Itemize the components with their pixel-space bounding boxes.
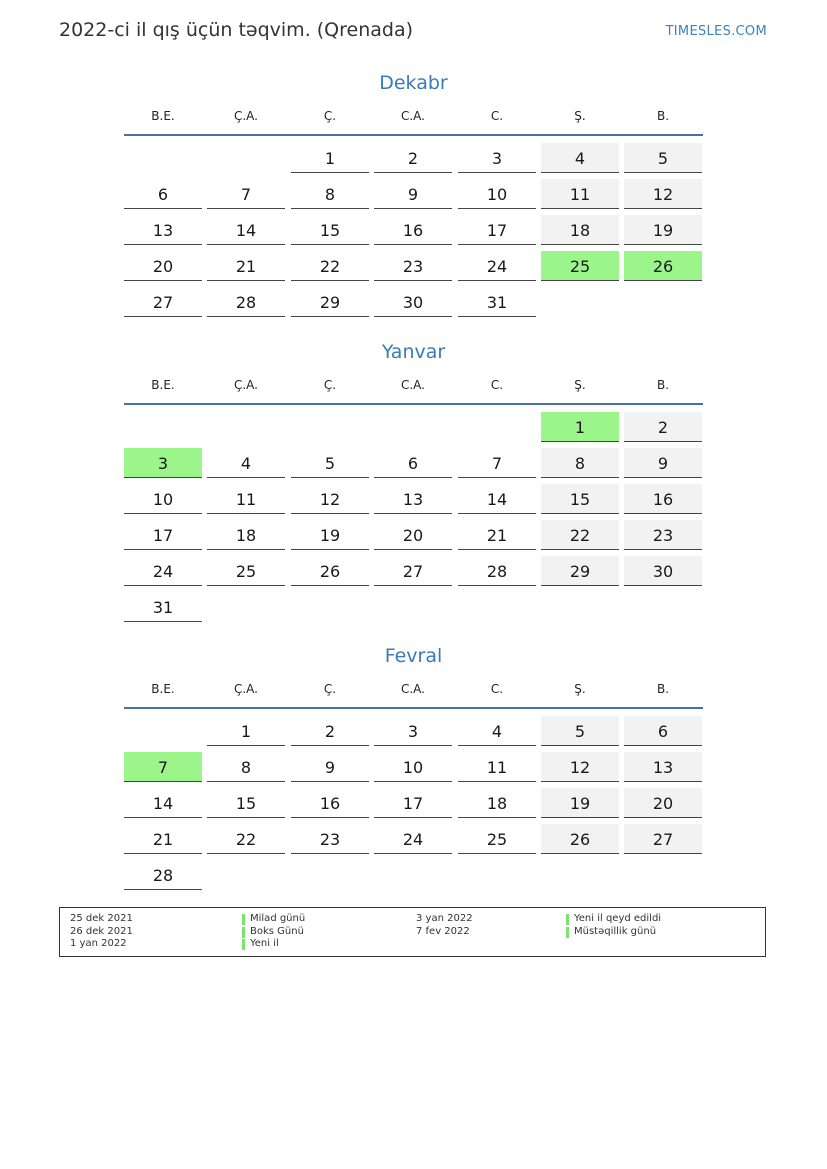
- day-cell: 17: [458, 215, 536, 245]
- day-cell: 25: [458, 824, 536, 854]
- day-cell: 11: [207, 484, 285, 514]
- month-divider: [124, 134, 703, 136]
- day-cell: 2: [374, 143, 452, 173]
- day-cell: 19: [541, 788, 619, 818]
- weekday-header: [124, 679, 703, 699]
- day-cell: 8: [291, 179, 369, 209]
- day-cell: 16: [291, 788, 369, 818]
- page-title: 2022-ci il qış üçün təqvim. (Qrenada): [59, 19, 414, 41]
- day-cell: 3: [458, 143, 536, 173]
- weekday-label: C.A.: [400, 378, 425, 392]
- legend-date: 7 fev 2022: [416, 925, 470, 937]
- legend-color-marker: [566, 914, 569, 925]
- day-cell: 20: [374, 520, 452, 550]
- day-cell: 22: [541, 520, 619, 550]
- day-cell: 14: [207, 215, 285, 245]
- day-cell: 12: [624, 179, 702, 209]
- weekday-label: Ş.: [574, 378, 586, 392]
- day-cell: 12: [541, 752, 619, 782]
- day-cell: 4: [458, 716, 536, 746]
- day-cell: 15: [541, 484, 619, 514]
- legend-date: 25 dek 2021: [70, 913, 133, 924]
- day-cell: 21: [124, 824, 202, 854]
- day-cell: 5: [541, 716, 619, 746]
- day-cell: 13: [624, 752, 702, 782]
- legend-color-marker: [242, 927, 245, 938]
- holiday-legend: [59, 907, 766, 957]
- day-cell: 8: [541, 448, 619, 478]
- weekday-label: C.: [490, 109, 504, 123]
- day-cell: 14: [458, 484, 536, 514]
- day-cell: 19: [291, 520, 369, 550]
- day-cell: 6: [124, 179, 202, 209]
- month-name: Fevral: [384, 645, 443, 667]
- day-cell: 27: [624, 824, 702, 854]
- day-cell: 6: [624, 716, 702, 746]
- day-cell: 11: [541, 179, 619, 209]
- legend-color-marker: [242, 939, 245, 950]
- weekday-header: [124, 106, 703, 126]
- day-cell: 23: [291, 824, 369, 854]
- weekday-label: Ş.: [574, 109, 586, 123]
- day-cell: 21: [458, 520, 536, 550]
- day-cell: 27: [374, 556, 452, 586]
- day-cell: 25: [207, 556, 285, 586]
- day-cell: 13: [374, 484, 452, 514]
- day-cell: 9: [624, 448, 702, 478]
- day-cell: 7: [207, 179, 285, 209]
- weekday-label: C.: [490, 378, 504, 392]
- day-cell: 8: [207, 752, 285, 782]
- legend-holiday-name: Milad günü: [250, 913, 306, 924]
- weekday-label: B.: [656, 682, 670, 696]
- month-name: Yanvar: [381, 341, 446, 363]
- day-cell: 9: [374, 179, 452, 209]
- weekday-label: C.A.: [400, 109, 425, 123]
- weekday-label: Ç.: [323, 109, 337, 123]
- holiday-day-cell: 1: [541, 412, 619, 442]
- day-cell: 5: [291, 448, 369, 478]
- day-cell: 24: [374, 824, 452, 854]
- weekday-header: [124, 375, 703, 395]
- day-cell: 12: [291, 484, 369, 514]
- legend-color-marker: [566, 927, 569, 938]
- legend-date: 1 yan 2022: [70, 938, 127, 949]
- weekday-label: Ç.: [323, 682, 337, 696]
- weekday-label: Ç.A.: [233, 378, 258, 392]
- day-cell: 16: [624, 484, 702, 514]
- weekday-label: Ç.: [323, 378, 337, 392]
- day-cell: 17: [124, 520, 202, 550]
- weekday-label: B.E.: [151, 378, 175, 392]
- day-cell: 27: [124, 287, 202, 317]
- day-cell: 26: [291, 556, 369, 586]
- day-cell: 18: [541, 215, 619, 245]
- day-cell: 14: [124, 788, 202, 818]
- day-cell: 22: [291, 251, 369, 281]
- day-cell: 29: [541, 556, 619, 586]
- holiday-day-cell: 7: [124, 752, 202, 782]
- weekday-label: B.E.: [151, 682, 175, 696]
- day-cell: 28: [207, 287, 285, 317]
- day-cell: 20: [624, 788, 702, 818]
- day-cell: 24: [124, 556, 202, 586]
- weekday-label: C.: [490, 682, 504, 696]
- day-cell: 2: [624, 412, 702, 442]
- day-cell: 1: [207, 716, 285, 746]
- day-cell: 26: [541, 824, 619, 854]
- site-link[interactable]: TIMESLES.COM: [665, 24, 767, 39]
- weekday-label: Ç.A.: [233, 109, 258, 123]
- day-cell: 17: [374, 788, 452, 818]
- day-cell: 2: [291, 716, 369, 746]
- day-cell: 28: [124, 860, 202, 890]
- day-cell: 28: [458, 556, 536, 586]
- holiday-day-cell: 3: [124, 448, 202, 478]
- day-cell: 6: [374, 448, 452, 478]
- legend-holiday-name: Yeni il: [250, 938, 279, 949]
- day-cell: 3: [374, 716, 452, 746]
- day-cell: 9: [291, 752, 369, 782]
- day-cell: 18: [207, 520, 285, 550]
- weekday-label: Ş.: [574, 682, 586, 696]
- day-cell: 10: [458, 179, 536, 209]
- day-cell: 22: [207, 824, 285, 854]
- day-cell: 30: [624, 556, 702, 586]
- legend-holiday-name: Boks Günü: [250, 925, 304, 937]
- day-cell: 30: [374, 287, 452, 317]
- holiday-day-cell: 25: [541, 251, 619, 281]
- day-cell: 7: [458, 448, 536, 478]
- day-cell: 11: [458, 752, 536, 782]
- day-cell: 13: [124, 215, 202, 245]
- holiday-day-cell: 26: [624, 251, 702, 281]
- day-cell: 31: [124, 592, 202, 622]
- legend-color-marker: [242, 914, 245, 925]
- day-cell: 5: [624, 143, 702, 173]
- day-cell: 10: [374, 752, 452, 782]
- day-cell: 23: [374, 251, 452, 281]
- day-cell: 4: [207, 448, 285, 478]
- weekday-label: Ç.A.: [233, 682, 258, 696]
- month-name: Dekabr: [379, 72, 448, 94]
- legend-date: 3 yan 2022: [416, 913, 473, 924]
- day-cell: 24: [458, 251, 536, 281]
- day-cell: 20: [124, 251, 202, 281]
- day-cell: 21: [207, 251, 285, 281]
- day-cell: 23: [624, 520, 702, 550]
- weekday-label: B.: [656, 109, 670, 123]
- legend-holiday-name: Müstəqillik günü: [574, 925, 657, 937]
- weekday-label: B.: [656, 378, 670, 392]
- day-cell: 10: [124, 484, 202, 514]
- month-divider: [124, 707, 703, 709]
- day-cell: 18: [458, 788, 536, 818]
- weekday-label: B.E.: [151, 109, 175, 123]
- month-divider: [124, 403, 703, 405]
- day-cell: 4: [541, 143, 619, 173]
- legend-holiday-name: Yeni il qeyd edildi: [574, 913, 662, 924]
- day-cell: 31: [458, 287, 536, 317]
- day-cell: 1: [291, 143, 369, 173]
- weekday-label: C.A.: [400, 682, 425, 696]
- legend-date: 26 dek 2021: [70, 925, 133, 937]
- day-cell: 15: [207, 788, 285, 818]
- day-cell: 15: [291, 215, 369, 245]
- day-cell: 29: [291, 287, 369, 317]
- day-cell: 19: [624, 215, 702, 245]
- day-cell: 16: [374, 215, 452, 245]
